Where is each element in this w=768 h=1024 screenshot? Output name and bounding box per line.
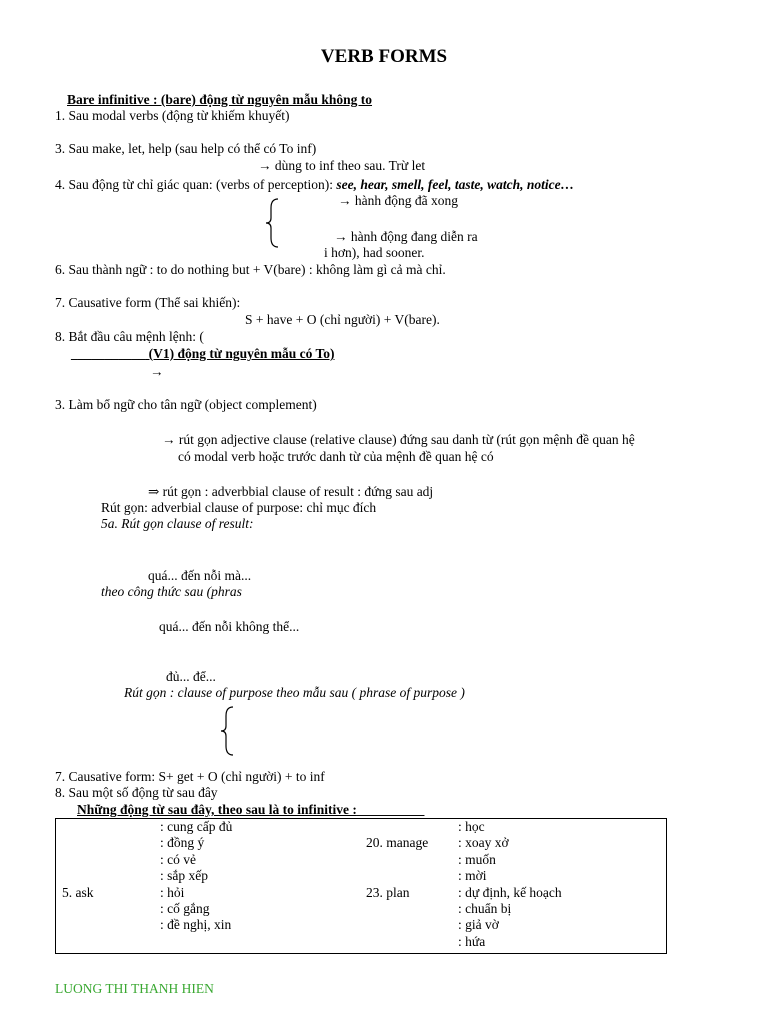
heading-inf-tail: __________ — [356, 802, 425, 817]
table-cell — [366, 934, 458, 950]
table-cell: : cố gắng — [160, 900, 210, 916]
table-cell: : xoay xở — [458, 835, 509, 851]
item-had-sooner: i hơn), had sooner. — [324, 245, 425, 260]
table-cell: 5. ask — [62, 884, 94, 900]
table-cell — [62, 819, 160, 835]
right-meanings-column — [458, 819, 667, 954]
formula-have: S + have + O (chỉ người) + V(bare). — [245, 312, 440, 327]
item-perception — [55, 177, 574, 193]
footer-author: LUONG THI THANH HIEN — [55, 981, 214, 996]
table-cell — [62, 917, 160, 933]
heading-to-blank: ___________ — [71, 346, 146, 361]
table-cell: : đồng ý — [160, 835, 205, 851]
item-imperative: 8. Bắt đầu câu mệnh lệnh: ( — [55, 329, 204, 344]
heading-to-infinitive-list — [77, 802, 424, 818]
table-cell: : có vẻ — [160, 851, 196, 867]
pattern-qua-den-noi: quá... đến nỗi mà... — [148, 568, 252, 583]
note-formula: theo công thức sau (phras — [101, 584, 242, 599]
table-cell — [366, 819, 458, 835]
left-meanings-column — [160, 819, 366, 954]
table-cell: : sắp xếp — [160, 868, 208, 884]
item-object-complement: 3. Làm bổ ngữ cho tân ngữ (object complement) — [55, 397, 317, 412]
table-cell: : muốn — [458, 851, 496, 867]
heading-bare-infinitive: Bare infinitive : (bare) động từ nguyên mẫu không to — [67, 92, 373, 107]
arrow-icon: → — [150, 364, 164, 379]
item-following-verbs: 8. Sau một số động từ sau đây — [55, 785, 218, 800]
heading-to-infinitive — [71, 346, 335, 362]
note-to-inf: → dùng to inf theo sau. Trừ let — [258, 158, 426, 173]
perception-complete: → hành động đã xong — [338, 193, 458, 208]
table-cell: : mời — [458, 868, 487, 884]
page-title: VERB FORMS — [320, 46, 448, 67]
pattern-qua-khong-the: quá... đến nỗi không thể... — [159, 619, 300, 634]
table-cell — [366, 868, 458, 884]
brace-icon — [264, 198, 280, 248]
table-cell — [62, 868, 160, 884]
table-cell — [62, 901, 160, 917]
item-causative: 7. Causative form (Thể sai khiến): — [55, 295, 241, 310]
perception-label: 4. Sau động từ chỉ giác quan: (verbs of perception): — [55, 177, 337, 192]
item-make-let-help: 3. Sau make, let, help (sau help có thể có To inf) — [55, 141, 317, 156]
table-cell: : dự định, kế hoạch — [458, 884, 562, 900]
table-cell: : hứa — [458, 933, 486, 949]
perception-verbs: see, hear, smell, feel, taste, watch, notice… — [336, 177, 575, 192]
table-cell: : đề nghị, xin — [160, 917, 232, 933]
note-purpose-clause: Rút gọn: adverbial clause of purpose: chỉ mục đích — [101, 500, 377, 515]
table-cell — [62, 852, 160, 868]
right-verbs-column — [366, 819, 458, 954]
heading-to-text: (V1) động từ nguyên mẫu có To) — [145, 346, 335, 361]
table-cell — [366, 852, 458, 868]
item-idiom: 6. Sau thành ngữ : to do nothing but + V(bare) : không làm gì cả mà chỉ. — [55, 262, 446, 277]
verbs-table — [55, 818, 667, 954]
table-cell: 20. manage — [366, 835, 429, 851]
table-cell — [62, 835, 160, 851]
table-cell: 23. plan — [366, 884, 410, 900]
table-cell: : học — [458, 819, 485, 834]
heading-inf-text: Những động từ sau đây, theo sau là to infinitive : — [77, 802, 357, 817]
pattern-du-de: đủ... để... — [166, 669, 216, 684]
item-modal-verbs: 1. Sau modal verbs (động từ khiếm khuyết) — [55, 108, 290, 123]
table-cell: : hỏi — [160, 884, 185, 900]
table-cell: : chuẩn bị — [458, 900, 512, 916]
table-cell: : cung cấp đủ — [160, 819, 233, 834]
note-result-clause: ⇒ rút gọn : adverbbial clause of result : đứng sau adj — [148, 484, 434, 499]
note-relative-clause: → rút gọn adjective clause (relative clause) đứng sau danh từ (rút gọn mệnh đề quan hệ — [162, 432, 635, 447]
brace-icon — [219, 706, 235, 756]
table-cell — [366, 917, 458, 933]
note-purpose-phrase: Rút gọn : clause of purpose theo mẫu sau ( phrase of purpose ) — [124, 685, 465, 700]
table-cell: : giả vờ — [458, 917, 499, 933]
table-cell — [366, 901, 458, 917]
item-5a: 5a. Rút gọn clause of result: — [101, 516, 254, 531]
item-causative-get: 7. Causative form: S+ get + O (chỉ người) + to inf — [55, 769, 325, 784]
perception-ongoing: → hành động đang diễn ra — [334, 229, 478, 244]
note-relative-clause-cont: có modal verb hoặc trước danh từ của mệnh đề quan hệ có — [178, 449, 494, 464]
left-verbs-column — [56, 819, 161, 954]
